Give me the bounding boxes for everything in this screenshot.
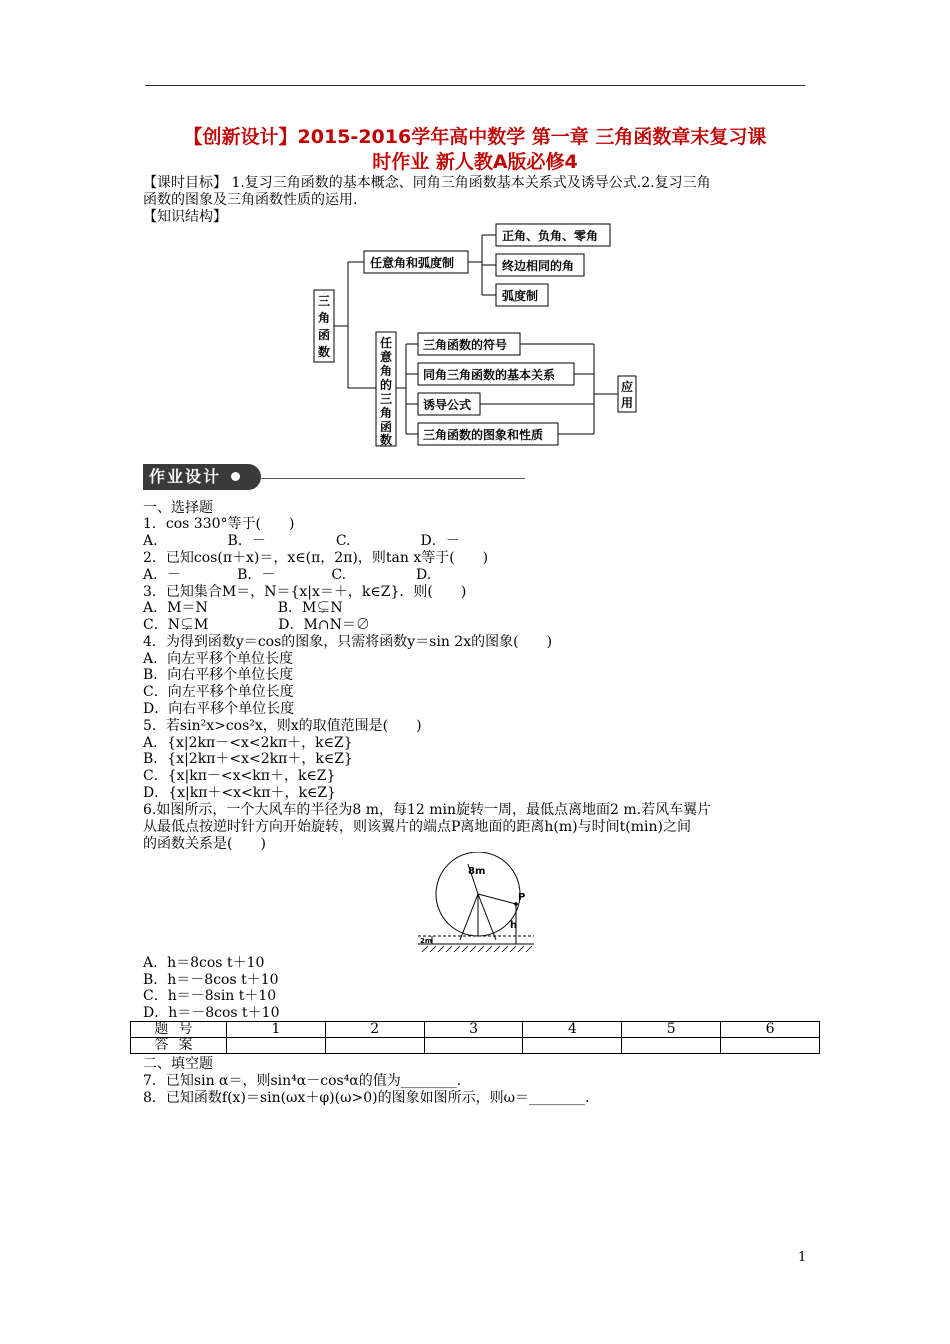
question-line: C．h＝－8sin t＋10 <box>143 988 277 1004</box>
diagram-branch2-char: 的 <box>380 378 393 392</box>
diagram-branch2-char: 角 <box>380 364 393 378</box>
question-line: 1．cos 330°等于( ) <box>143 516 295 532</box>
question-line: C．向左平移个单位长度 <box>143 684 294 700</box>
question-line: 6.如图所示，一个大风车的半径为8 m，每12 min旋转一周，最低点离地面2 m.若风车翼片 <box>143 802 712 818</box>
table-row <box>131 1038 820 1054</box>
homework-section-header <box>143 464 525 492</box>
answer-table <box>130 1021 820 1054</box>
diagram-branch2-char: 三 <box>380 392 393 406</box>
answer-cell[interactable] <box>721 1038 820 1054</box>
question-line: 3．已知集合M＝，N＝{x|x＝＋，k∈Z}．则( ) <box>143 584 467 600</box>
diagram-apply-char: 应 <box>621 380 634 394</box>
question-line: A．h＝8cos t＋10 <box>143 955 265 971</box>
knowledge-structure-diagram <box>300 222 650 450</box>
fill-question-line: 7．已知sin α＝，则sin⁴α－cos⁴α的值为________. <box>143 1073 462 1089</box>
diagram-branch2-char: 任 <box>380 336 393 350</box>
question-line: A．{x|2kπ－<x<2kπ＋，k∈Z} <box>143 735 353 751</box>
point-p-label: P <box>518 892 526 903</box>
table-row <box>131 1022 820 1038</box>
question-line: D．向右平移个单位长度 <box>143 701 295 717</box>
diagram-branch2-char: 函 <box>380 420 393 434</box>
diagram-apply-char: 用 <box>621 396 634 410</box>
answer-cell[interactable] <box>227 1038 326 1054</box>
document-title-line1: 【创新设计】2015-2016学年高中数学 第一章 三角函数章末复习课 <box>183 126 767 148</box>
diagram-item-angle-types: 正角、负角、零角 <box>502 229 599 243</box>
answer-cell[interactable] <box>622 1038 721 1054</box>
question-line: D．h＝－8cos t＋10 <box>143 1005 280 1021</box>
question-line: A．－ B．－ C. D. <box>143 567 432 583</box>
question-line: B．h＝－8cos t＋10 <box>143 972 279 988</box>
question-line: B．{x|2kπ＋<x<2kπ＋，k∈Z} <box>143 751 353 767</box>
answer-cell[interactable] <box>325 1038 424 1054</box>
header-line <box>261 478 525 479</box>
question-line: A. B．－ C. D．－ <box>143 533 460 549</box>
table-answer-label: 答案 <box>131 1038 227 1054</box>
question-line: 4．为得到函数y＝cos的图象，只需将函数y＝sin 2x的图象( ) <box>143 634 553 650</box>
diagram-item-basic-relations: 同角三角函数的基本关系 <box>423 368 556 382</box>
table-number-cell: 2 <box>325 1022 424 1038</box>
diagram-item-radian: 弧度制 <box>502 289 539 303</box>
diagram-branch2-char: 角 <box>380 406 393 420</box>
question-line: C．N⊊M D．M∩N＝∅ <box>143 617 370 633</box>
structure-label: 【知识结构】 <box>143 209 227 225</box>
header-rule <box>145 85 805 86</box>
radius-label: 8m <box>468 866 486 877</box>
question-line: C．{x|kπ－<x<kπ＋，k∈Z} <box>143 768 336 784</box>
ground-height-label: 2m <box>420 937 433 945</box>
table-number-cell: 3 <box>424 1022 523 1038</box>
diagram-root-char: 数 <box>318 345 331 359</box>
diagram-branch-arbitrary-angle: 任意角和弧度制 <box>370 256 455 270</box>
question-line: D．{x|kπ＋<x<kπ＋，k∈Z} <box>143 785 336 801</box>
windmill-figure <box>418 852 534 952</box>
table-header-cell: 题号 <box>131 1022 227 1038</box>
diagram-item-coterminal: 终边相同的角 <box>502 259 575 273</box>
fill-question-line: 8．已知函数f(x)＝sin(ωx＋φ)(ω>0)的图象如图所示，则ω＝________. <box>143 1090 590 1106</box>
bullet-icon <box>231 472 240 481</box>
question-line: 5．若sin²x>cos²x，则x的取值范围是( ) <box>143 718 422 734</box>
height-label: h <box>510 920 518 931</box>
diagram-branch2-char: 数 <box>380 433 393 447</box>
diagram-item-graph-properties: 三角函数的图象和性质 <box>423 428 544 442</box>
lesson-goal-line1: 【课时目标】 1.复习三角函数的基本概念、同角三角函数基本关系式及诱导公式.2.复习三角 <box>143 175 711 191</box>
table-number-cell: 4 <box>523 1022 622 1038</box>
diagram-root-char: 角 <box>318 311 331 325</box>
question-line: 的函数关系是( ) <box>143 836 266 852</box>
lesson-goal-line2: 函数的图象及三角函数性质的运用. <box>143 192 358 208</box>
question-line: A．M＝N B．M⊊N <box>143 600 343 616</box>
document-title-line2: 时作业 新人教A版必修4 <box>372 151 578 173</box>
diagram-item-signs: 三角函数的符号 <box>423 338 508 352</box>
question-line: A．向左平移个单位长度 <box>143 651 294 667</box>
section-choice: 一、选择题 <box>143 500 213 516</box>
page-number: 1 <box>798 1250 807 1265</box>
table-number-cell: 5 <box>622 1022 721 1038</box>
question-line: 2．已知cos(π＋x)＝，x∈(π，2π)，则tan x等于( ) <box>143 550 489 566</box>
diagram-root-char: 三 <box>318 294 331 308</box>
diagram-root-char: 函 <box>318 328 331 342</box>
table-number-cell: 6 <box>721 1022 820 1038</box>
question-line: B．向右平移个单位长度 <box>143 667 294 683</box>
answer-cell[interactable] <box>424 1038 523 1054</box>
diagram-branch2-char: 意 <box>380 350 393 364</box>
diagram-item-induction-formula: 诱导公式 <box>423 398 472 412</box>
homework-section-label: 作业设计 <box>143 464 261 490</box>
table-number-cell: 1 <box>227 1022 326 1038</box>
answer-cell[interactable] <box>523 1038 622 1054</box>
question-line: 从最低点按逆时针方向开始旋转，则该翼片的端点P离地面的距离h(m)与时间t(min)之间 <box>143 819 691 835</box>
section-fill: 二、填空题 <box>143 1056 213 1072</box>
